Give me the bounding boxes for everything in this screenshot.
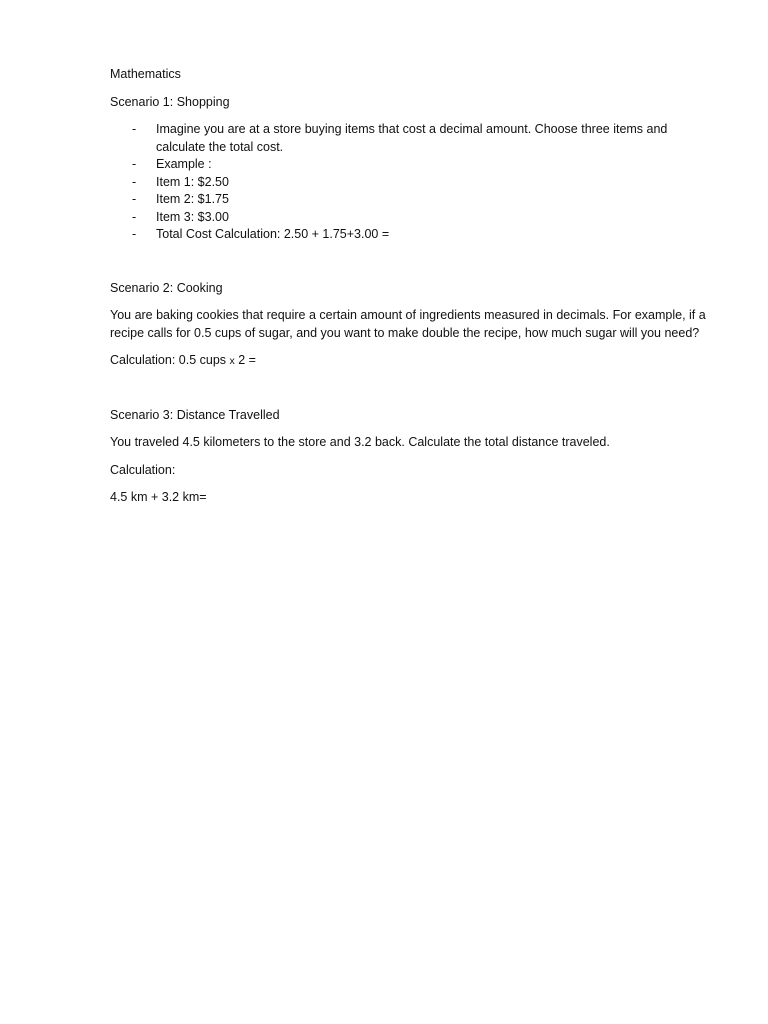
list-item-text: Imagine you are at a store buying items that cost a decimal amount. Choose three items and calculate the total cost.: [156, 122, 668, 154]
multiply-sign: x: [229, 355, 235, 367]
bullet-dash: -: [132, 209, 137, 224]
list-item-text: Item 2: $1.75: [156, 192, 229, 206]
calculation-prefix: Calculation: 0.5 cups: [110, 353, 230, 367]
bullet-dash: -: [132, 122, 137, 136]
list-item-text: Example :: [156, 157, 212, 171]
list-item: [110, 156, 712, 174]
list-item: [110, 121, 712, 156]
bullet-dash: -: [132, 174, 137, 189]
list-item: [110, 226, 712, 244]
calculation-suffix: 2 =: [234, 353, 256, 367]
scenario-1-list: [110, 121, 712, 244]
list-item-text: Item 1: $2.50: [156, 174, 229, 189]
scenario-1-heading: Scenario 1: Shopping: [110, 94, 230, 109]
section-spacer: [110, 381, 712, 407]
list-item: [110, 209, 712, 227]
bullet-dash: -: [132, 192, 137, 206]
scenario-2-calculation: [110, 352, 712, 371]
scenario-3-calculation-label: Calculation:: [110, 462, 176, 477]
list-item: [110, 174, 712, 192]
list-item: [110, 191, 712, 209]
scenario-2-heading: Scenario 2: Cooking: [110, 280, 223, 295]
document-title: Mathematics: [110, 67, 181, 81]
scenario-3-heading: Scenario 3: Distance Travelled: [110, 407, 280, 422]
list-item-text: Total Cost Calculation: 2.50 + 1.75+3.00 =: [156, 227, 390, 241]
scenario-2-body: You are baking cookies that require a certain amount of ingredients measured in decimals. For example, if a recipe calls for 0.5 cups of sugar, and you want to make double the recipe, how much sugar will you need?: [110, 308, 706, 340]
scenario-3-body: You traveled 4.5 kilometers to the store and 3.2 back. Calculate the total distance traveled.: [110, 435, 610, 449]
bullet-dash: -: [132, 157, 137, 171]
scenario-3-calculation-expression: 4.5 km + 3.2 km=: [110, 490, 207, 504]
section-spacer: [110, 244, 712, 280]
bullet-dash: -: [132, 227, 137, 241]
list-item-text: Item 3: $3.00: [156, 209, 229, 224]
